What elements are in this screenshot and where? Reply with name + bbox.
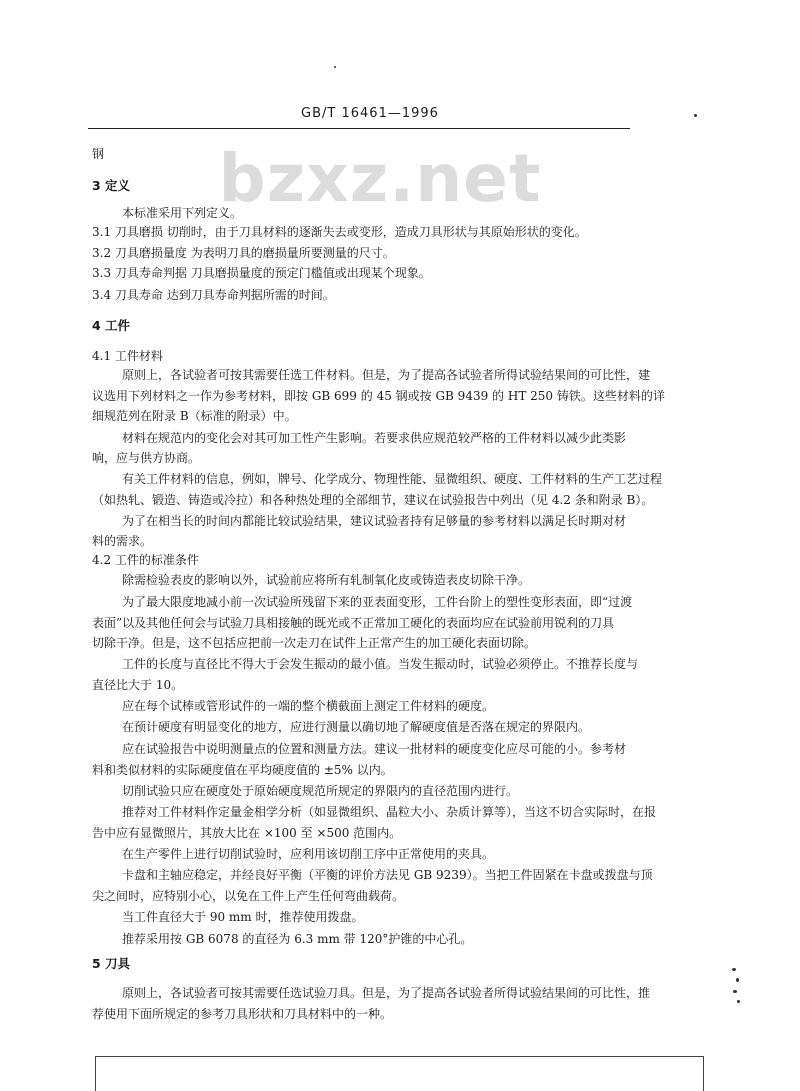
text-line: 为了在相当长的时间内都能比较试验结果，建议试验者持有足够量的参考材料以满足长时期对材 xyxy=(122,514,627,528)
scan-speck xyxy=(737,1000,740,1003)
definition-3-1: 3.1 刀具磨损 切削时，由于刀具材料的逐渐失去或变形，造成刀具形状与其原始形状的变化。 xyxy=(92,225,587,239)
scan-speck xyxy=(694,114,697,117)
text-line: 原则上，各试验者可按其需要任选工件材料。但是，为了提高各试验者所得试验结果间的可比性，建 xyxy=(122,368,651,382)
definition-3-4: 3.4 刀具寿命 达到刀具寿命判据所需的时间。 xyxy=(92,288,335,302)
section-heading-3: 3 定义 xyxy=(92,178,131,193)
text-line: 有关工件材料的信息，例如，牌号、化学成分、物理性能、显微组织、硬度、工件材料的生产工艺过程 xyxy=(122,472,663,486)
text-line: 议选用下列材料之一作为参考材料，即按 GB 699 的 45 钢或按 GB 9439 的 HT 250 铸铁。这些材料的详 xyxy=(92,389,665,403)
text-line: 推荐对工件材料作定量金相学分析（如显微组织、晶粒大小、杂质计算等），当这不切合实际时，在报 xyxy=(122,805,657,819)
table-left-border xyxy=(95,1056,96,1091)
text-line: 应在每个试棒或管形试件的一端的整个横截面上测定工件材料的硬度。 xyxy=(122,699,495,713)
text-line: 材料在规范内的变化会对其可加工性产生影响。若要求供应规范较严格的工件材料以减少此类影 xyxy=(122,431,627,445)
scan-speck xyxy=(733,990,737,993)
definition-3-3: 3.3 刀具寿命判据 刀具磨损量度的预定门槛值或出现某个现象。 xyxy=(92,266,431,280)
section-heading-5: 5 刀具 xyxy=(92,956,131,971)
text-line: 荐使用下面所规定的参考刀具形状和刀具材料中的一种。 xyxy=(92,1007,393,1021)
text-line: 推荐采用按 GB 6078 的直径为 6.3 mm 带 120°护锥的中心孔。 xyxy=(122,932,473,946)
scan-speck xyxy=(732,968,736,971)
subsection-heading-4-1: 4.1 工件材料 xyxy=(92,349,163,363)
text-line: 直径比大于 10。 xyxy=(92,678,184,692)
watermark: bzxz.net xyxy=(218,140,542,217)
text-line: 切除干净。但是，这不包括应把前一次走刀在试件上正常产生的加工硬化表面切除。 xyxy=(92,636,537,650)
text-line: 在预计硬度有明显变化的地方，应进行测量以确切地了解硬度值是否落在规定的界限内。 xyxy=(122,720,591,734)
header-rule xyxy=(88,128,630,129)
table-right-border xyxy=(703,1056,704,1091)
text-line: 表面”以及其他任何会与试验刀具相接触的既光或不正常加工硬化的表面均应在试验前用锐利的刀具 xyxy=(92,616,615,630)
page-header-standard-code: GB/T 16461—1996 xyxy=(301,106,439,121)
section-heading-4: 4 工件 xyxy=(92,318,131,333)
text-line: 钢 xyxy=(92,147,105,161)
text-line: 尖之间时，应特别小心，以免在工件上产生任何弯曲载荷。 xyxy=(92,889,405,903)
text-line: 切削试验只应在硬度处于原始硬度规范所规定的界限内的直径范围内进行。 xyxy=(122,784,519,798)
text-line: 告中应有显微照片，其放大比在 ×100 至 ×500 范围内。 xyxy=(92,826,402,840)
text-line: 当工件直径大于 90 mm 时，推荐使用拨盘。 xyxy=(122,910,364,924)
text-line: 本标准采用下列定义。 xyxy=(122,206,243,220)
text-line: 料的需求。 xyxy=(92,534,153,548)
text-line: 应在试验报告中说明测量点的位置和测量方法。建议一批材料的硬度变化应尽可能的小。参考材 xyxy=(122,742,627,756)
definition-3-2: 3.2 刀具磨损量度 为表明刀具的磨损量所要测量的尺寸。 xyxy=(92,246,395,260)
text-line: 响，应与供方协商。 xyxy=(92,451,201,465)
text-line: 除需检验表皮的影响以外，试验前应将所有轧制氧化皮或铸造表皮切除干净。 xyxy=(122,573,531,587)
text-line: 原则上，各试验者可按其需要任选试验刀具。但是，为了提高各试验者所得试验结果间的可比性，推 xyxy=(122,986,651,1000)
subsection-heading-4-2: 4.2 工件的标准条件 xyxy=(92,553,199,567)
text-line: 卡盘和主轴应稳定，并经良好平衡（平衡的评价方法见 GB 9239）。当把工件固紧在卡盘或拨盘与顶 xyxy=(122,868,653,882)
text-line: 工件的长度与直径比不得大于会发生振动的最小值。当发生振动时，试验必须停止。不推荐长度与 xyxy=(122,657,639,671)
text-line: 为了最大限度地减小前一次试验所残留下来的亚表面变形，工件台阶上的塑性变形表面，即“过渡 xyxy=(122,595,633,609)
text-line: 料和类似材料的实际硬度值在平均硬度值的 ±5% 以内。 xyxy=(92,763,393,777)
scan-speck xyxy=(334,66,336,68)
table-top-border xyxy=(96,1056,704,1057)
scan-speck xyxy=(736,978,739,982)
text-line: 在生产零件上进行切削试验时，应利用该切削工序中正常使用的夹具。 xyxy=(122,847,495,861)
text-line: （如热轧、锻造、铸造或冷拉）和各种热处理的全部细节，建议在试验报告中列出（见 4.2 条和附录 B）。 xyxy=(92,493,654,507)
text-line: 细规范列在附录 B（标准的附录）中。 xyxy=(92,409,297,423)
